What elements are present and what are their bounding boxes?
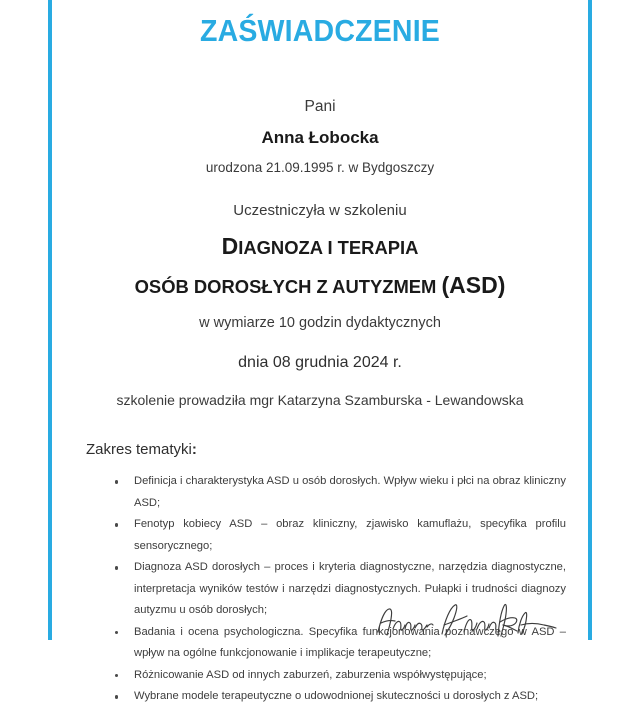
recipient-salutation: Pani [304, 98, 336, 116]
certificate-content [52, 0, 588, 703]
course-title-line-1 [52, 233, 588, 261]
training-hours: w wymiarze 10 godzin dydaktycznych [199, 314, 441, 331]
course-title-line-2-main: OSÓB DOROSŁYCH Z AUTYZMEM [134, 275, 442, 297]
participation-label: Uczestniczyła w szkoleniu [233, 201, 407, 219]
scope-heading-label: Zakres tematyki [86, 441, 192, 459]
list-item: Różnicowanie ASD od innych zaburzeń, zaburzenia współwystępujące; [114, 665, 566, 687]
training-date: dnia 08 grudnia 2024 r. [238, 353, 402, 371]
recipient-birth-info: urodzona 21.09.1995 r. w Bydgoszczy [205, 159, 435, 175]
list-item: Wybrane modele terapeutyczne o udowodnionej skuteczności u dorosłych z ASD; [114, 686, 566, 708]
list-item: Fenotyp kobiecy ASD – obraz kliniczny, zjawisko kamuflażu, specyfika profilu sensorycznego; [114, 514, 566, 557]
list-item: Badania i ocena psychologiczna. Specyfika funkcjonowania poznawczego w ASD – wpływ na ogólne funkcjonowanie i implikacje terapeutyczne; [114, 622, 566, 665]
scope-heading-colon: : [191, 441, 197, 459]
list-item: Definicja i charakterystyka ASD u osób dorosłych. Wpływ wieku i płci na obraz kliniczny ASD; [114, 471, 566, 514]
course-title-acronym: (ASD) [441, 271, 506, 298]
scope-heading [86, 441, 588, 458]
document-title: ZAŚWIADCZENIE [199, 13, 441, 48]
trainer-name: szkolenie prowadziła mgr Katarzyna Szamburska - Lewandowska [116, 391, 524, 408]
course-title-lead-letter: D [221, 233, 239, 260]
course-title-line-2 [52, 272, 588, 300]
course-title-rest: IAGNOZA I TERAPIA [238, 237, 419, 259]
topics-list [52, 471, 588, 708]
signature-image [372, 592, 562, 640]
list-item: Diagnoza ASD dorosłych – proces i kryteria diagnostyczne, narzędzia diagnostyczne, interpretacja wyników testów i narzędzi diagnostycznych. Pułapki i trudności diagnozy autyzmu u osób dorosłych; [114, 557, 566, 622]
recipient-name: Anna Łobocka [261, 128, 379, 148]
right-accent-rule [588, 0, 592, 640]
